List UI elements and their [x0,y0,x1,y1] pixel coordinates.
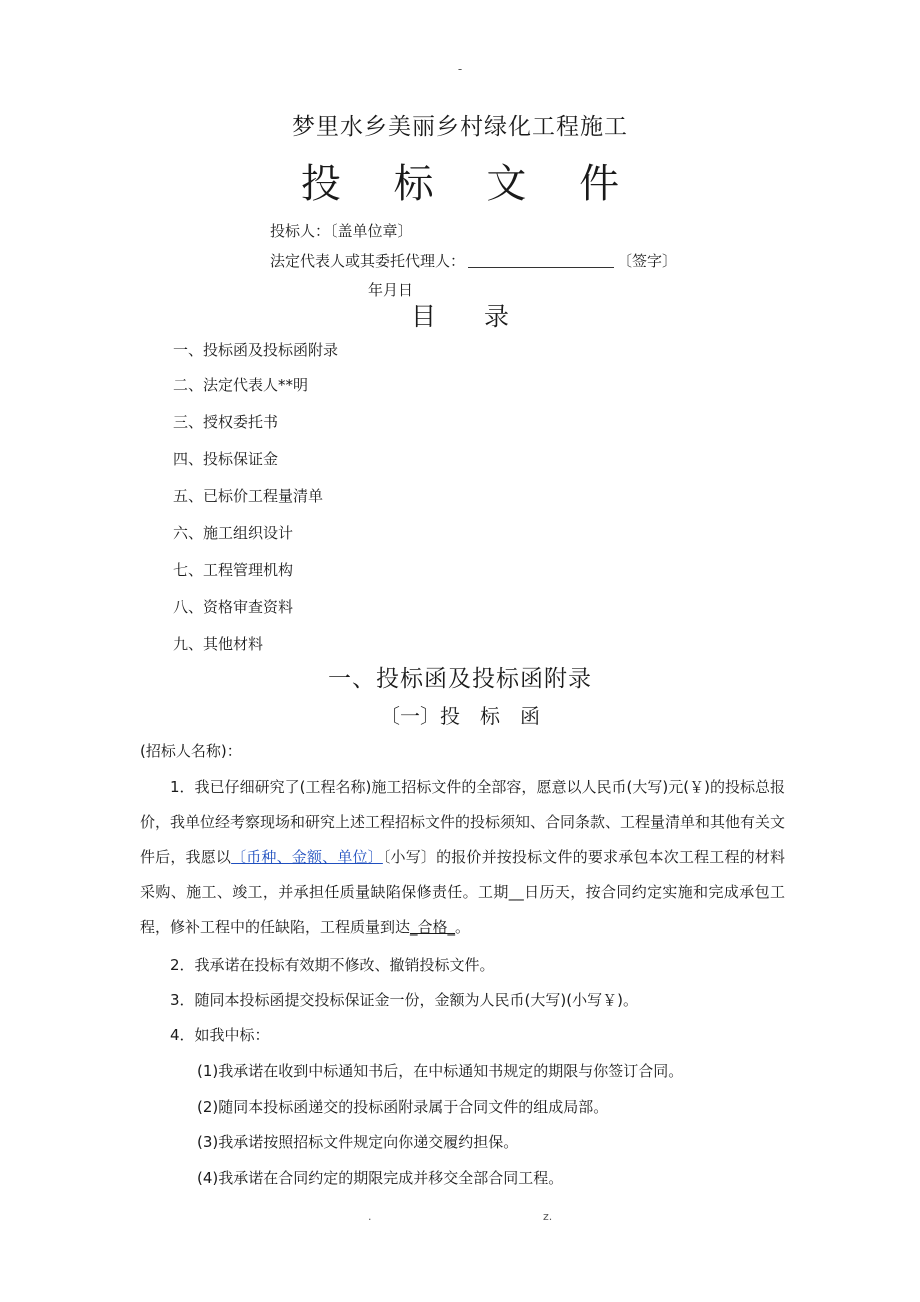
section-subtitle: 〔一〕投 标 函 [380,704,540,728]
toc-item: 八、资格审查资料 [173,598,294,616]
paragraph-3: 3．随同本投标函提交投标保证金一份，金额为人民币(大写)(小写￥)。 [170,991,638,1009]
date-line: 年月日 [368,281,414,299]
addressee: (招标人名称)： [140,742,242,760]
paragraph-4: 4．如我中标： [170,1026,270,1044]
paragraph-1-text-a: 1．我已仔细研究了(工程名称)施工招标文件的全部容，愿意以人民币(大写)元(￥)的投标总报价，我单位经考察现场和研究上述工程招标文件的投标须知、合同条款、工程量清单和其他有关文件后，我愿以 [140,778,786,866]
header-mark: - [457,62,463,76]
footer-left: . [368,1210,372,1223]
currency-amount-link[interactable]: 〔币种、金额、单位〕 [231,848,383,866]
commitment-item: (1)我承诺在收到中标通知书后，在中标通知书规定的期限与你签订合同。 [197,1062,684,1080]
paragraph-1 [140,770,785,945]
quality-grade: _合格_ [410,918,456,936]
legal-rep-suffix: 〔签字〕 [617,252,678,270]
paragraph-1-text-b: 〔小写〕的报价并按投标文件的要求承包本次工程工程的材料采购、施工、竣工，并承担任质量缺陷保修责任。工期__日历天，按合同约定实施和完成承包工程，修补工程中的任缺陷，工程质量到达 [140,848,785,936]
document-main-title: 投 标 文 件 [300,161,640,207]
bidder-line: 投标人：〔盖单位章〕 [270,222,413,240]
legal-rep-line [270,250,677,271]
toc-item: 六、施工组织设计 [173,524,294,542]
document-title: 梦里水乡美丽乡村绿化工程施工 [292,114,628,140]
commitment-item: (2)随同本投标函递交的投标函附录属于合同文件的组成局部。 [197,1098,609,1116]
signature-line [468,252,614,268]
paragraph-2: 2．我承诺在投标有效期不修改、撤销投标文件。 [170,956,495,974]
toc-title-a: 目 [410,302,436,331]
toc-item: 二、法定代表人**明 [173,376,309,394]
commitment-item: (3)我承诺按照招标文件规定向你递交履约担保。 [197,1133,519,1151]
toc-item: 七、工程管理机构 [173,561,294,579]
paragraph-1-text-c: 。 [455,918,471,936]
legal-rep-label: 法定代表人或其委托代理人： [270,252,466,270]
toc-item: 三、授权委托书 [173,413,279,431]
footer-right: z. [543,1210,553,1223]
toc-item: 一、投标函及投标函附录 [173,341,339,359]
commitment-item: (4)我承诺在合同约定的期限完成并移交全部合同工程。 [197,1169,564,1187]
toc-title [0,297,920,333]
toc-title-b: 录 [484,302,510,331]
toc-item: 五、已标价工程量清单 [173,487,324,505]
section-title: 一、投标函及投标函附录 [328,666,592,692]
toc-item: 四、投标保证金 [173,450,279,468]
toc-item: 九、其他材料 [173,635,264,653]
